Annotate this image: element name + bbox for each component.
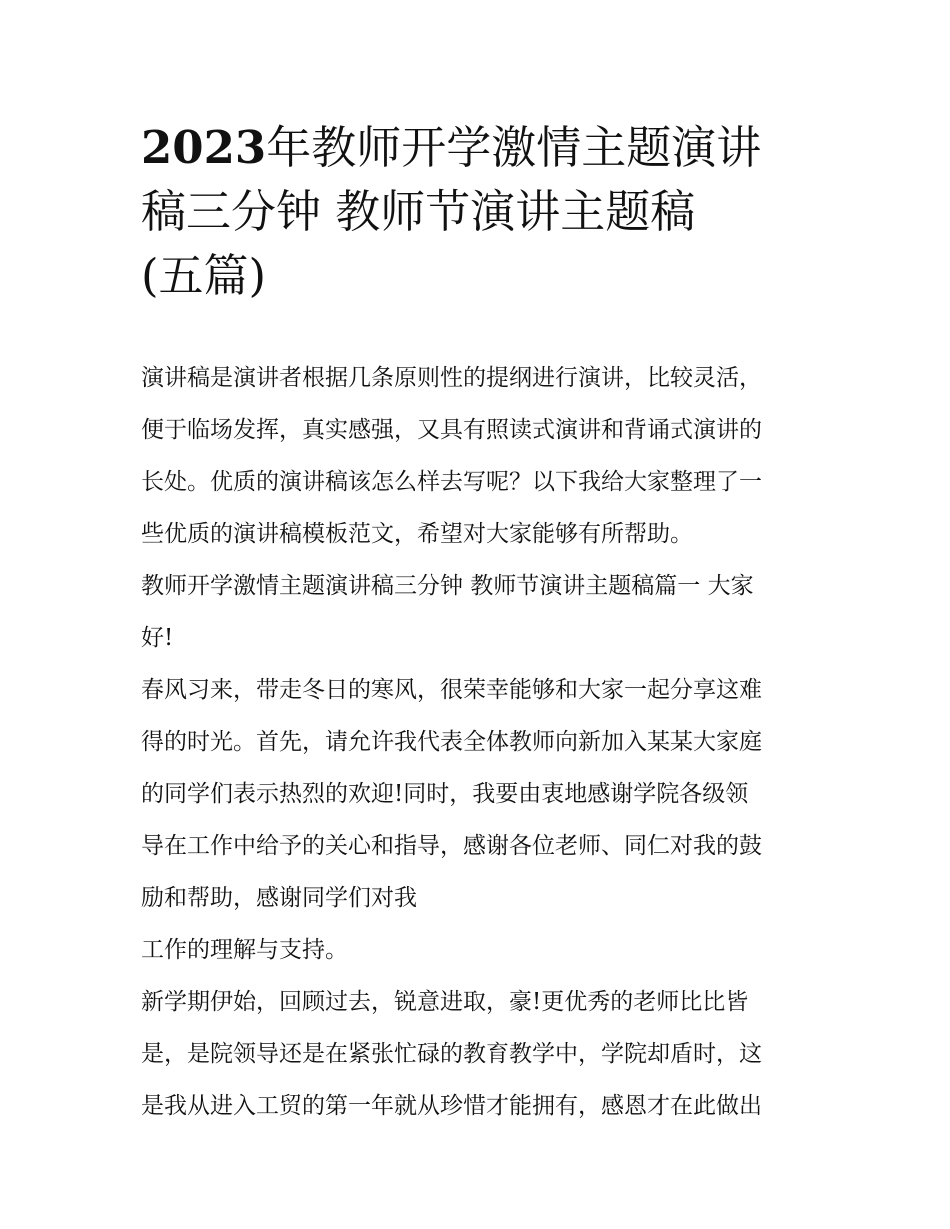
title-year: 2023 bbox=[141, 121, 267, 174]
intro-paragraph bbox=[141, 352, 821, 560]
text-line: 新学期伊始，回顾过去，锐意进取，豪!更优秀的老师比比皆 bbox=[141, 989, 749, 1015]
title-line-3: (五篇) bbox=[141, 249, 267, 302]
title-line-1-text: 年教师开学激情主题演讲 bbox=[266, 121, 762, 174]
text-line: 春风习来，带走冬日的寒风，很荣幸能够和大家一起分享这难 bbox=[141, 677, 762, 703]
document-title bbox=[141, 116, 821, 308]
text-line: 些优质的演讲稿模板范文，希望对大家能够有所帮助。 bbox=[141, 521, 693, 547]
text-line: 长处。优质的演讲稿该怎么样去写呢？以下我给大家整理了一 bbox=[141, 469, 762, 495]
text-line: 励和帮助，感谢同学们对我 bbox=[141, 885, 417, 911]
text-line: 是我从进入工贸的第一年就从珍惜才能拥有，感恩才在此做出 bbox=[141, 1093, 762, 1119]
text-line: 的同学们表示热烈的欢迎!同时，我要由衷地感谢学院各级领 bbox=[141, 781, 749, 807]
speech-paragraph-1 bbox=[141, 664, 821, 924]
text-line: 好! bbox=[141, 625, 174, 651]
title-line-1 bbox=[141, 116, 821, 180]
text-line: 演讲稿是演讲者根据几条原则性的提纲进行演讲，比较灵活， bbox=[141, 365, 762, 391]
text-line: 得的时光。首先，请允许我代表全体教师向新加入某某大家庭 bbox=[141, 729, 762, 755]
title-line-2: 稿三分钟 教师节演讲主题稿 bbox=[141, 185, 696, 238]
text-line: 工作的理解与支持。 bbox=[141, 937, 348, 963]
text-line: 是，是院领导还是在紧张忙碌的教育教学中，学院却盾时，这 bbox=[141, 1041, 762, 1067]
document-body bbox=[141, 352, 821, 1132]
speech-paragraph-3 bbox=[141, 976, 821, 1132]
speech-paragraph-2 bbox=[141, 924, 821, 976]
text-line: 便于临场发挥，真实感强，又具有照读式演讲和背诵式演讲的 bbox=[141, 417, 762, 443]
section-heading bbox=[141, 560, 821, 664]
text-line: 导在工作中给予的关心和指导，感谢各位老师、同仁对我的鼓 bbox=[141, 833, 762, 859]
text-line: 教师开学激情主题演讲稿三分钟 教师节演讲主题稿篇一 大家 bbox=[141, 573, 754, 599]
